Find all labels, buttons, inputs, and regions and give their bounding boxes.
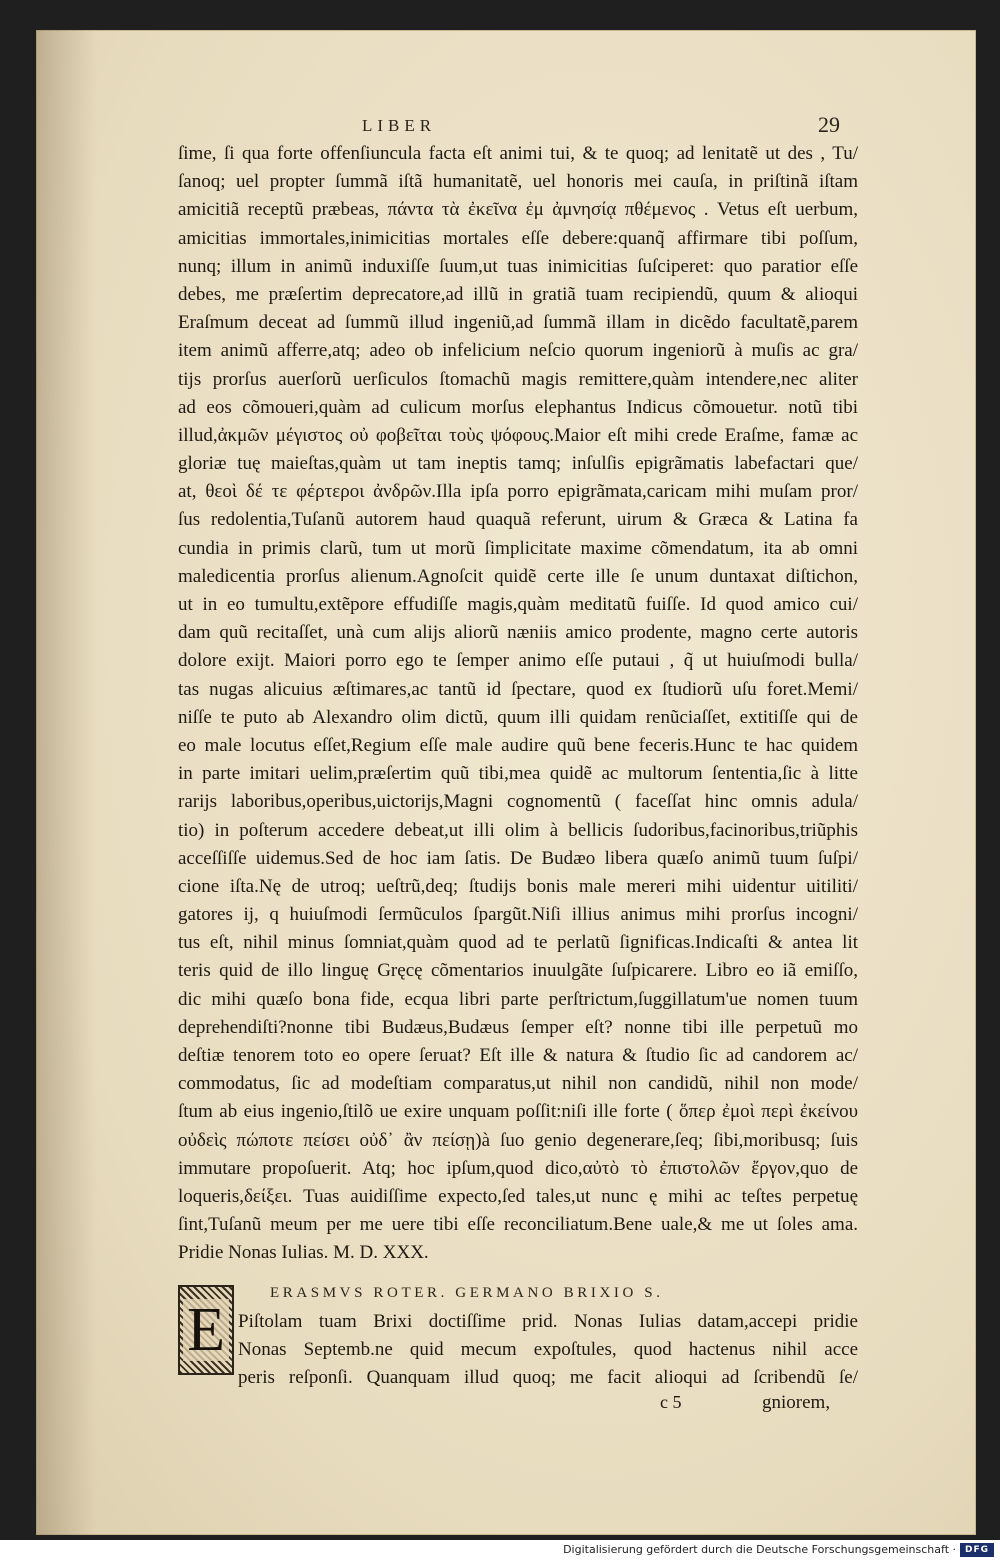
funding-credit: Digitalisierung gefördert durch die Deutsche Forschungsgemeinschaft ·: [563, 1543, 956, 1556]
text-line: eo male locutus eſſet,Regium eſſe male audire quũ bene feceris.Hunc te hac quidem: [178, 734, 858, 756]
text-line: maledicentia prorſus alienum.Agnoſcit quidẽ certe ille ſe unum duntaxat diſtichon,: [178, 565, 858, 587]
letter-heading: ERASMVS ROTER. GERMANO BRIXIO S.: [270, 1285, 664, 1301]
text-line: nunq; illum in animũ induxiſſe ſuum,ut tuas inimicitias ſuſciperet: quo paratior eſſe: [178, 255, 858, 277]
text-line: Eraſmum deceat ad ſummũ illud ingeniũ,ad ſummã illam in dicẽdo facultatẽ,parem: [178, 312, 858, 334]
text-line: ſanoq; uel propter ſummã iſtã humanitatẽ, uel honoris mei cauſa, in priſtinã iſtam: [178, 171, 858, 193]
text-line: cione iſta.Nę de utroq; ueſtrũ,deq; ſtudijs bonis male mereri mihi uidentur uitiliti/: [178, 875, 858, 897]
dfg-logo: DFG: [960, 1543, 994, 1557]
letter-text: [182, 1308, 858, 1393]
text-line: amicitiã receptũ præbeas, πάντα τὰ ἐκεῖνα ἐμ ἀμνησίᾳ πθέμενος . Vetus eſt uerbum,: [178, 199, 858, 221]
text-line: acceſſiſſe uidemus.Sed de hoc iam ſatis. De Budæo libera quæſo animũ tuum ſuſpi/: [178, 847, 858, 869]
text-line: in parte imitari uelim,præſertim quũ tibi,mea quidẽ ac multorum ſententia,ſic à litte: [178, 763, 858, 785]
text-line: οὐδεὶς πώποτε πείσει οὐδ᾽ ἂν πείσῃ)à ſuo genio degenerare,ſeq; ſibi,moribusq; ſuis: [178, 1129, 858, 1151]
letter-line: Nonas Septemb.ne quid mecum expoſtules, quod hactenus nihil acce: [238, 1339, 858, 1361]
text-line: niſſe te puto ab Alexandro olim dictũ, quum illi quidam renũciaſſet, extitiſſe qui de: [178, 706, 858, 728]
text-line: tus eſt, nihil minus ſomniat,quàm quod ad te perlatũ ſignificas.Indicaſti & antea lit: [178, 932, 858, 954]
text-line: tijs prorſus auerſorũ uerſiculos ſtomachũ magis remittere,quàm intendere,nec aliter: [178, 368, 858, 390]
text-line: deprehendiſti?nonne tibi Budæus,Budæus ſemper eſt? nonne tibi ille perpetuũ mo: [178, 1016, 858, 1038]
text-line: amicitias immortales,inimicitias mortales eſſe debere:quanq̃ affirmare tibi poſſum,: [178, 227, 858, 249]
text-line: item animũ afferre,atq; adeo ob infelicium neſcio quorum ingeniorũ à muſis ac gra/: [178, 340, 858, 362]
text-line: dam quũ recitaſſet, unà cum alijs aliorũ næniis amico prodente, magno certe autoris: [178, 622, 858, 644]
initial-letter: E: [183, 1299, 229, 1361]
text-line: illud,ἀκμῶν μέγιστος οὐ φοβεῖται τοὺς ψόφους.Maior eſt mihi crede Eraſme, famæ ac: [178, 424, 858, 446]
text-line: ſtum ab eius ingenio,ſtilõ ue exire unquam poſſit:niſi ille forte ( ὅπερ ἐμοὶ περὶ ἐκείνου: [178, 1101, 858, 1123]
text-line: tas nugas alicuius æſtimares,ac tantũ id ſpectare, quod ex ſtudiorũ uſu foret.Memi/: [178, 678, 858, 700]
dateline: Pridie Nonas Iulias. M. D. XXX.: [178, 1242, 429, 1264]
text-line: teris quid de illo linguę Gręcę cõmentarios inuulgãte ſuſpicarere. Libro eo iã emiſſo,: [178, 960, 858, 982]
body-text: [178, 140, 858, 1268]
text-line: dolore exijt. Maiori porro ego te ſemper animo eſſe putaui , q̃ ut huiuſmodi bulla/: [178, 650, 858, 672]
footer-bar: [0, 1540, 1000, 1561]
text-line: tio) in poſterum accedere debeat,ut illi olim à bellicis ſudoribus,facinoribus,triũphis: [178, 819, 858, 841]
catchword: gniorem,: [762, 1392, 831, 1413]
text-line: at, θεοὶ δέ τε φέρτεροι ἀνδρῶν.Illa ipſa porro epigrãmata,caricam mihi muſam pror/: [178, 481, 858, 503]
text-line: ſime, ſi qua forte offenſiuncula facta eſt animi tui, & te quoq; ad lenitatẽ ut des , Tu/: [178, 143, 858, 164]
text-line: debes, me præſertim deprecatore,ad illũ in gratiã tuam recipiendũ, quum & alioqui: [178, 283, 858, 305]
text-line: immutare propoſuerit. Atq; hoc ipſum,quod dico,αὐτὸ τὸ ἐπιστολῶν ἔργον,quo de: [178, 1157, 858, 1179]
running-head: [0, 112, 1000, 140]
text-line: ſus redolentia,Tuſanũ autorem haud quaquã referunt, uirum & Græca & Latina fa: [178, 509, 858, 531]
text-line: ad eos cõmoueri,quàm ad culicum morſus elephantus Indicus cõmouetur. notũ tibi: [178, 396, 858, 418]
text-line: ſint,Tuſanũ meum per me uere tibi eſſe reconciliatum.Bene uale,& me ut ſoles ama.: [178, 1214, 858, 1236]
text-line: rarijs laboribus,operibus,uictorijs,Magni cognomentũ ( faceſſat hinc omnis adula/: [178, 791, 858, 813]
letter-line: Piſtolam tuam Brixi doctiſſime prid. Nonas Iulias datam,accepi pridie: [238, 1311, 858, 1332]
text-line: gatores ij, q huiuſmodi ſermũculos ſpargũt.Niſi illius animus mihi prorſus incogni/: [178, 904, 858, 926]
text-line: commodatus, ſic ad modeſtiam comparatus,ut nihil non candidũ, nihil non mode/: [178, 1073, 858, 1095]
text-line: ut in eo tumultu,extẽpore effudiſſe magis,quàm meditatũ fuiſſe. Id quod amico cui/: [178, 594, 858, 615]
text-line: deſtiæ tenorem toto eo opere ſeruat? Eſt ille & natura & ſtudio ſic ad candorem ac/: [178, 1045, 858, 1066]
running-head-title: LIBER: [362, 116, 437, 135]
text-line: cundia in primis clarũ, tum ut morũ ſimplicitate maxime cõmendatum, ita ab omni: [178, 537, 858, 559]
folio-number: 29: [818, 112, 840, 137]
text-line: loqueris,δείξει. Tuas auidiſſime expecto,ſed tales,ut nunc ę mihi ac teſtes perpetuę: [178, 1185, 858, 1207]
text-line: gloriæ tuę maieſtas,quàm ut tam ineptis tamq; inſulſis epigrãmatis labefactari que/: [178, 453, 858, 475]
letter-line: peris reſponſi. Quanquam illud quoq; me facit alioqui ad ſcribendũ ſe/: [238, 1367, 858, 1389]
text-line: dic mihi quæſo bona fide, ecqua libri parte perſtrictum,ſuggillatum'ue nomen tuum: [178, 988, 858, 1010]
signature-mark: c 5: [660, 1392, 682, 1412]
page-gutter-shadow: [36, 30, 96, 1535]
